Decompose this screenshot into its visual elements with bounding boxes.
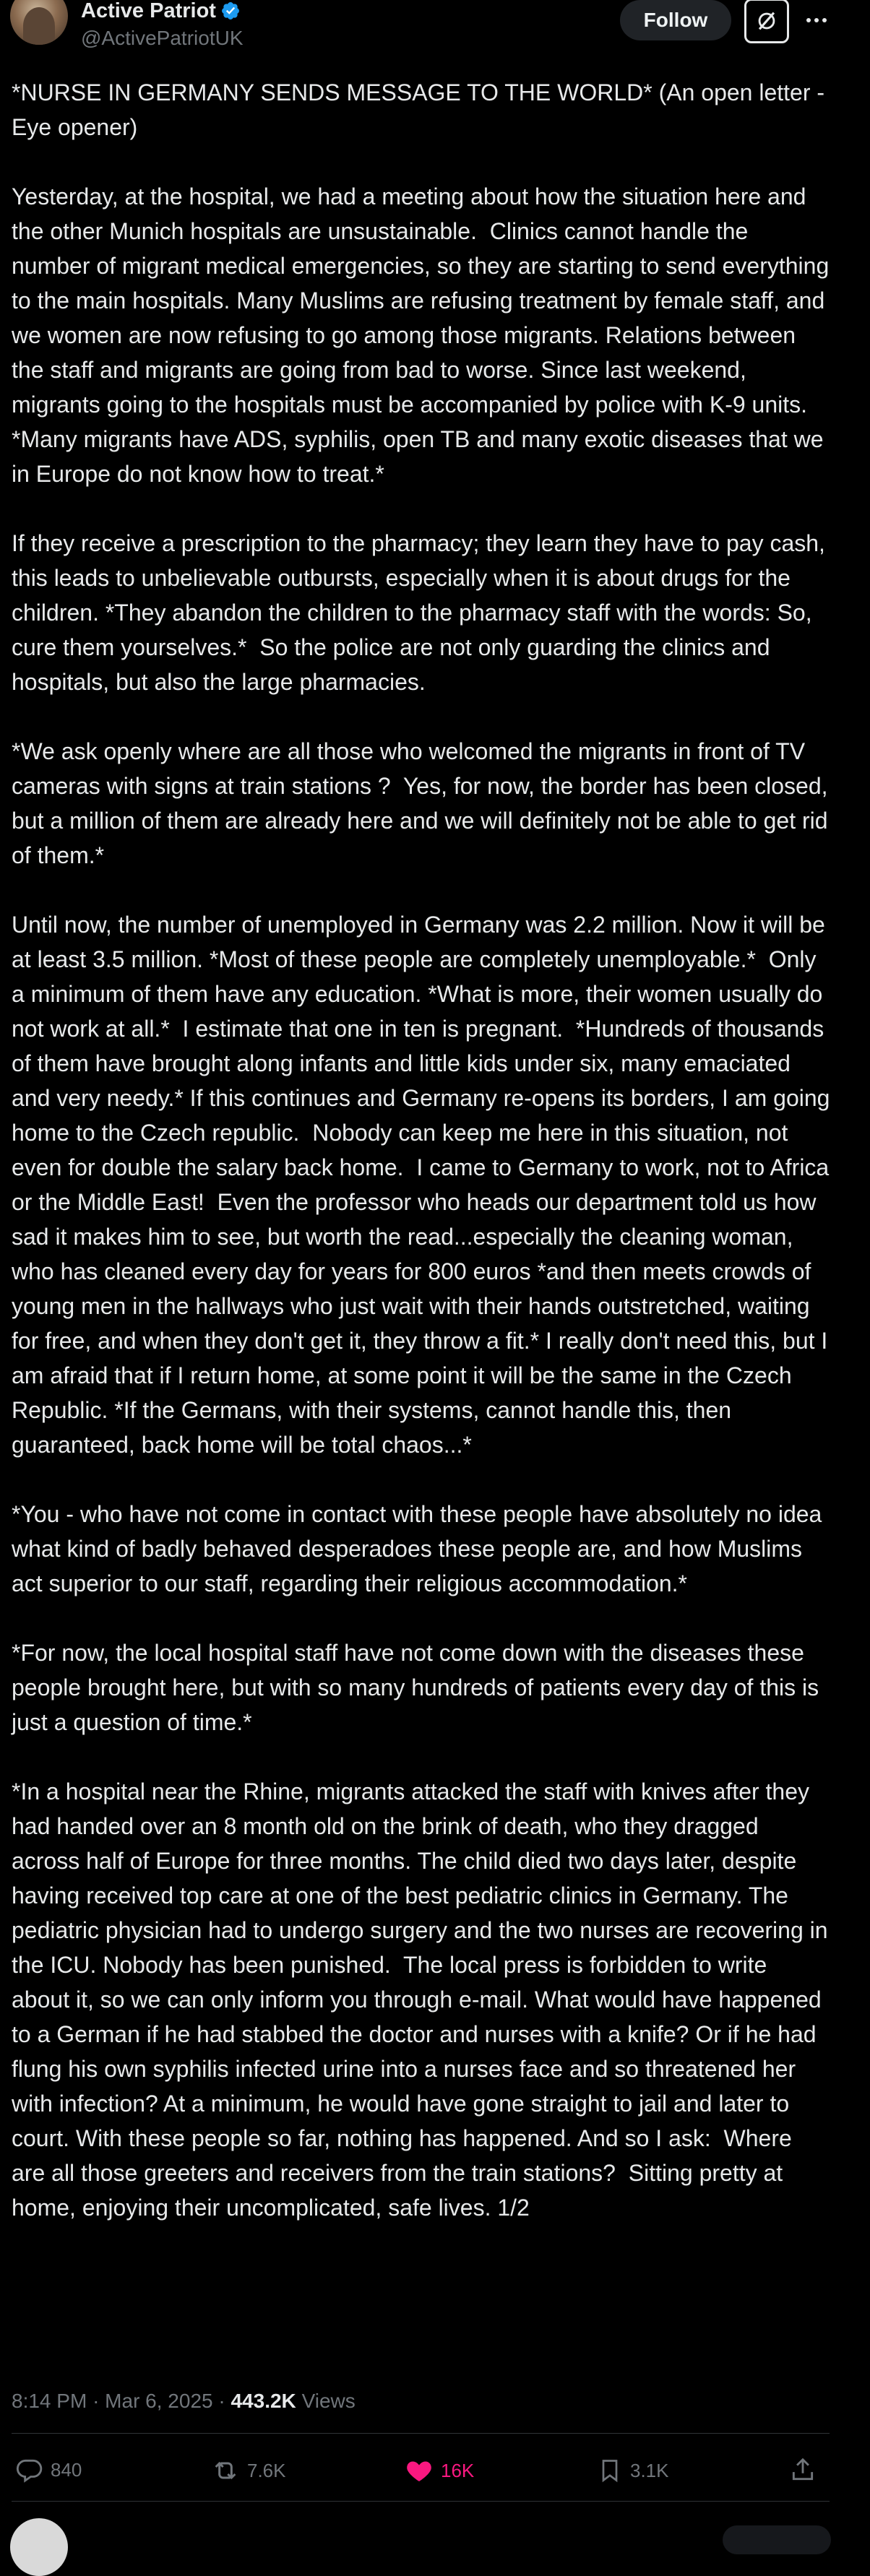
- tweet-paragraph-7: *For now, the local hospital staff have not come down with the diseases these people brought here, but with so many hundreds of patients every day of this is just a question of time.*: [12, 1640, 825, 1735]
- author-display-name[interactable]: Active Patriot: [81, 0, 216, 22]
- bookmark-count: 3.1K: [630, 2459, 669, 2481]
- next-tweet-avatar[interactable]: [10, 2518, 68, 2576]
- reply-count: 840: [51, 2458, 82, 2481]
- repost-icon: [211, 2456, 240, 2485]
- tweet-time[interactable]: 8:14 PM: [12, 2390, 87, 2412]
- tweet-text: [12, 75, 837, 2225]
- follow-button[interactable]: Follow: [620, 0, 731, 40]
- like-count: 16K: [441, 2459, 475, 2481]
- tweet-paragraph-8: *In a hospital near the Rhine, migrants attacked the staff with knives after they had handed over an 8 month old on the brink of death, who they dragged across half of Europe for three months. The child died two days later, despite having received top care at one of the best pediatric clinics in Germany. The pediatric physician had to undergo surgery and the two nurses are recovering in the ICU. Nobody has been punished. The local press is forbidden to write about it, so we can only inform you through e-mail. What would have happened to a German if he had stabbed the doctor and nurses with a knife? Or if he had flung his own syphilis infected urine into a nurses face and so threatened her with infection? At a minimum, he would have gone straight to jail and later to court. With these people so far, nothing has happened. And so I ask: Where are all those greeters and receivers from the train stations? Sitting pretty at home, enjoying their uncomplicated, safe lives. 1/2: [12, 1778, 835, 2221]
- heart-icon: [405, 2456, 434, 2485]
- next-tweet-button[interactable]: [723, 2525, 831, 2554]
- like-button[interactable]: [405, 2456, 474, 2485]
- reply-button[interactable]: [16, 2456, 82, 2484]
- repost-button[interactable]: [211, 2456, 286, 2485]
- repost-count: 7.6K: [247, 2459, 286, 2481]
- divider: [12, 2433, 830, 2434]
- tweet-paragraph-6: *You - who have not come in contact with these people have absolutely no idea what kind of badly behaved desperadoes these people are, and how Muslims act superior to our staff, regarding their religious accommodation.*: [12, 1501, 829, 1596]
- verified-badge-icon: [220, 1, 241, 21]
- tweet-date[interactable]: Mar 6, 2025: [105, 2390, 213, 2412]
- grok-button[interactable]: [744, 0, 789, 43]
- grok-icon: [754, 9, 779, 33]
- divider: [12, 2501, 830, 2502]
- share-button[interactable]: [789, 2456, 817, 2484]
- meta-separator: ·: [92, 2390, 100, 2412]
- share-icon: [789, 2456, 817, 2484]
- bookmark-icon: [597, 2456, 623, 2485]
- views-count[interactable]: 443.2K: [231, 2390, 296, 2412]
- tweet-paragraph-3: If they receive a prescription to the pharmacy; they learn they have to pay cash, this leads to unbelievable outbursts, especially when it is about drugs for the children. *They abandon the children to the pharmacy staff with the words: So, cure them yourselves.* So the police are not only guarding the clinics and hospitals, but also the large pharmacies.: [12, 530, 832, 695]
- tweet-actions: [0, 2450, 870, 2497]
- tweet-paragraph-4: *We ask openly where are all those who welcomed the migrants in front of TV cameras with signs at train stations ? Yes, for now, the border has been closed, but a million of them are already here and we will definitely not be able to get rid of them.*: [12, 738, 835, 868]
- bookmark-button[interactable]: [597, 2456, 669, 2485]
- tweet-paragraph-5: Until now, the number of unemployed in Germany was 2.2 million. Now it will be at least 3.5 million. *Most of these people are completely unemployable.* Only a minimum of them have any education. *What is more, their women usually do not work at all.* I estimate that one in ten is pregnant. *Hundreds of thousands of them have brought along infants and little kids under six, many emaciated and very needy.* If this continues and Germany re-opens its borders, I am going home to the Czech republic. Nobody can keep me here in this situation, not even for double the salary back home. I came to Germany to work, not to Africa or the Middle East! Even the professor who heads our department told us how sad it makes him to see, but worth the read...especially the cleaning woman, who has cleaned every day for years for 800 euros *and then meets crowds of young men in the hallways who just wait with their hands outstretched, waiting for free, and when they don't get it, they throw a fit.* I really don't need this, but I am afraid that if I return home, at some point it will be the same in the Czech Republic. *If the Germans, with their systems, cannot handle this, then guaranteed, back home will be total chaos...*: [12, 912, 837, 1458]
- author-handle[interactable]: @ActivePatriotUK: [81, 27, 244, 49]
- reply-icon: [16, 2456, 43, 2484]
- meta-separator: ·: [218, 2390, 225, 2412]
- author-avatar[interactable]: [10, 0, 68, 45]
- views-label: Views: [301, 2390, 356, 2412]
- tweet-meta: [12, 2388, 356, 2414]
- more-options-button[interactable]: [799, 3, 834, 38]
- tweet-paragraph-1: *NURSE IN GERMANY SENDS MESSAGE TO THE WORLD* (An open letter - Eye opener): [12, 79, 831, 140]
- tweet-paragraph-2: Yesterday, at the hospital, we had a meeting about how the situation here and the other Munich hospitals are unsustainable. Clinics cannot handle the number of migrant medical emergencies, so they are starting to send everything to the main hospitals. Many Muslims are refusing treatment by female staff, and we women are now refusing to go among those migrants. Relations between the staff and migrants are going from bad to worse. Since last weekend, migrants going to the hospitals must be accompanied by police with K-9 units. *Many migrants have ADS, syphilis, open TB and many exotic diseases that we in Europe do not know how to treat.*: [12, 183, 836, 487]
- tweet-header: [0, 0, 870, 58]
- author-name-row[interactable]: [81, 0, 241, 22]
- more-icon: [806, 17, 827, 24]
